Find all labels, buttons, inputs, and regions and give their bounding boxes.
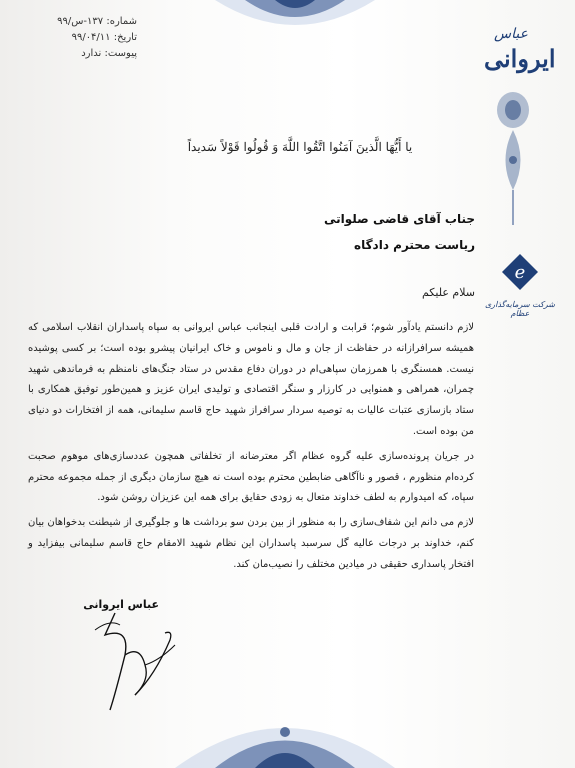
company-logo bbox=[480, 240, 560, 330]
body-paragraph-3: لازم می دانم این شفاف‌سازی را به منظور از بین بردن سو برداشت ها و جلوگیری از شیطنت بدخواهان بیان کنم، خداوند بر درجات عالیه گل سرسبد پاسداران این نظام شهید الامقام حاج قاسم سلیمانی بیفزاید و افتخار پاسداری حقیقی در میادین مختلف را نصیب‌مان کند. bbox=[28, 517, 474, 570]
brand-main-text: ایروانی bbox=[484, 44, 556, 73]
letter-date: تاریخ: ۹۹/۰۴/۱۱ bbox=[71, 32, 137, 43]
greeting: سلام علیکم bbox=[421, 286, 475, 299]
company-emblem-icon bbox=[500, 252, 540, 292]
letter-body bbox=[28, 318, 474, 580]
handwritten-signature bbox=[85, 605, 205, 715]
body-paragraph-1: لازم دانستم یادآور شوم؛ قرابت و ارادت قلبی اینجانب عباس ایروانی به سپاه پاسداران انقلاب اسلامی که همیشه سرافرازانه در حفاظت از جان و مال و ناموس و خاک ایرانیان پیشرو بوده است؛ بر کسی پوشیده نیست. همسنگری با همرزمان سپاهی‌ام در دوران دفاع مقدس در ستاد جنگ‌های نامنظم به فرماندهی شهید چمران، همراهی و همنوایی در کارزار و سنگر اقتصادی و تولیدی ایران عزیز و همین‌طور توفیق همکاری با ستاد بازسازی عتبات عالیات به توصیه سردار سرافراز شهید حاج قاسم سلیمانی، همه از افتخارات دو دنیای من بوده است. bbox=[28, 322, 474, 437]
recipient-block bbox=[195, 206, 475, 258]
svg-text:e: e bbox=[514, 262, 526, 283]
letter-number: شماره: ۱۳۷-س/۹۹ bbox=[57, 16, 137, 27]
letter-attachment: پیوست: ندارد bbox=[81, 48, 137, 59]
bottom-ornament bbox=[175, 708, 395, 768]
vertical-ornament bbox=[488, 90, 538, 230]
brand-logo bbox=[470, 22, 560, 82]
recipient-name: جناب آقای قاضی صلواتی bbox=[324, 212, 475, 226]
quran-verse: يا أَيُّهَا الَّذينَ آمَنُوا اتَّقُوا اللَّهَ وَ قُولُوا قَوْلاً سَديداً bbox=[187, 140, 413, 154]
top-ornament bbox=[215, 0, 375, 30]
body-paragraph-2: در جریان پرونده‌سازی علیه گروه عظام اگر معترضانه از تخلفاتی همچون عددسازی‌های موهوم صحبت کرده‌ام منظورم ، قصور و ناآگاهی ضابطین محترم بوده است نه هیچ سازمان دیگری از جمله مجموعه محترم سپاه، که امیدوارم به لطف خداوند متعال به زودی حقایق برای همه این عزیزان روشن شود. bbox=[28, 450, 474, 504]
company-caption: شرکت سرمایه‌گذاری عظام bbox=[484, 300, 556, 318]
signer-name: عباس ایروانی bbox=[83, 598, 159, 611]
recipient-title: ریاست محترم دادگاه bbox=[353, 238, 475, 252]
letter-meta bbox=[17, 14, 137, 62]
brand-top-text: عباس bbox=[494, 26, 528, 42]
